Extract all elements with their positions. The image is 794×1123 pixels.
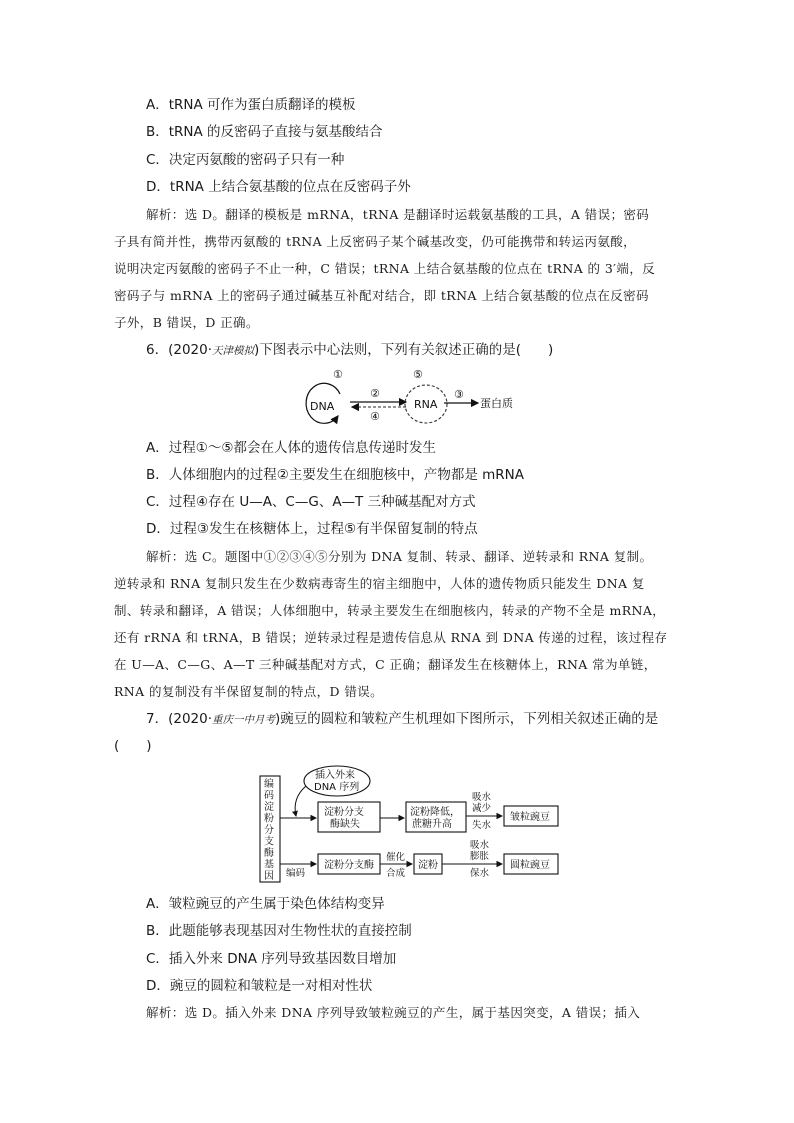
q7-stem-text: )豌豆的圆粒和皱粒产生机理如下图所示，下列相关叙述正确的是 (275, 711, 659, 727)
svg-text:支: 支 (264, 836, 274, 848)
q5-option-d: D．tRNA 上结合氨基酸的位点在反密码子外 (146, 179, 411, 195)
q6-explanation-line: 逆转录和 RNA 复制只发生在少数病毒寄生的宿主细胞中，人体的遗传物质只能发生 DNA 复 (114, 576, 645, 591)
absorb-less-2: 减少 (472, 803, 492, 814)
q6-stem-text: )下图表示中心法则，下列有关叙述正确的是( ) (254, 342, 554, 358)
keep-water-label: 保水 (470, 868, 490, 879)
q6-explanation-line: RNA 的复制没有半保留复制的特点，D 错误。 (114, 684, 384, 699)
q5-explanation-line: 子外，B 错误，D 正确。 (114, 315, 259, 330)
svg-text:酶: 酶 (264, 848, 274, 859)
process-5-label: ⑤ (413, 368, 423, 381)
q5-explanation-line: 解析：选 D。翻译的模板是 mRNA，tRNA 是翻译时运载氨基酸的工具，A 错误；密码 (146, 207, 650, 222)
enzyme-lacking-2: 酶缺失 (330, 819, 360, 830)
q7-stem-blank: ( ) (114, 738, 152, 754)
q6-option-b: B．人体细胞内的过程②主要发生在细胞核中，产物都是 mRNA (146, 467, 525, 483)
starch-label: 淀粉 (418, 860, 438, 871)
q6-source: 天津模拟 (212, 345, 255, 357)
q5-explanation-line: 密码子与 mRNA 上的密码子通过碱基互补配对结合，即 tRNA 上结合氨基酸的位点在反密码 (114, 288, 649, 303)
q7-source: 重庆一中月考 (212, 714, 276, 726)
insert-arrow (295, 786, 306, 816)
gene-label (264, 777, 274, 882)
absorb-swell-1: 吸水 (470, 840, 490, 851)
round-pea-label: 圆粒豌豆 (510, 860, 550, 871)
q6-explanation-line: 在 U—A、C—G、A—T 三种碱基配对方式，C 正确；翻译发生在核糖体上，RNA 常为单链， (114, 657, 657, 672)
q6-option-d: D．过程③发生在核糖体上，过程⑤有半保留复制的特点 (146, 521, 478, 537)
sugar-label-2: 蔗糖升高 (412, 819, 452, 830)
enzyme-lacking-1: 淀粉分支 (324, 807, 364, 818)
catalyze-label: 催化 (386, 852, 406, 863)
svg-text:基: 基 (264, 859, 274, 871)
q7-option-c: C．插入外来 DNA 序列导致基因数目增加 (146, 951, 397, 967)
insert-label-1: 插入外来 (315, 770, 355, 781)
lose-water-label: 失水 (472, 820, 492, 831)
encode-label: 编码 (286, 868, 306, 879)
process-1-label: ① (333, 368, 343, 381)
q7-option-b: B．此题能够表现基因对生物性状的直接控制 (146, 923, 412, 939)
dna-label: DNA (310, 400, 335, 413)
svg-text:粉: 粉 (264, 813, 274, 825)
svg-text:编: 编 (264, 779, 274, 790)
svg-text:码: 码 (264, 790, 274, 802)
rna-label: RNA (414, 398, 438, 411)
q5-option-b: B．tRNA 的反密码子直接与氨基酸结合 (146, 124, 383, 140)
process-4-label: ④ (370, 410, 380, 423)
q5-explanation-line: 说明决定丙氨酸的密码子不止一种，C 错误；tRNA 上结合氨基酸的位点在 tRNA 的 3′端，反 (114, 261, 656, 276)
q7-option-a: A．皱粒豌豆的产生属于染色体结构变异 (146, 896, 385, 912)
q6-number: 6．(2020· (146, 342, 213, 358)
q5-explanation-line: 子具有简并性，携带丙氨酸的 tRNA 上反密码子某个碱基改变，仍可能携带和转运丙氨酸， (114, 234, 637, 249)
protein-label: 蛋白质 (480, 397, 513, 410)
q6-explanation-line: 解析：选 C。题图中①②③④⑤分别为 DNA 复制、转录、翻译、逆转录和 RNA 复制。 (146, 549, 653, 564)
sugar-label-1: 淀粉降低， (410, 807, 460, 818)
enzyme-label: 淀粉分支酶 (324, 860, 374, 871)
q5-option-c: C．决定丙氨酸的密码子只有一种 (146, 152, 345, 168)
pea-mechanism-diagram (258, 764, 568, 886)
absorb-less-1: 吸水 (472, 792, 492, 803)
q7-stem (146, 709, 716, 730)
process-2-label: ② (370, 387, 380, 400)
q7-option-d: D．豌豆的圆粒和皱粒是一对相对性状 (146, 978, 373, 994)
q6-explanation-line: 制、转录和翻译，A 错误；人体细胞中，转录主要发生在细胞核内，转录的产物不全是 mRNA， (114, 603, 666, 618)
process-3-label: ③ (454, 388, 464, 401)
q7-number: 7．(2020· (146, 711, 213, 727)
q5-option-a: A．tRNA 可作为蛋白质翻译的模板 (146, 97, 356, 113)
svg-text:因: 因 (264, 871, 274, 882)
synthesize-label: 合成 (386, 868, 406, 879)
absorb-swell-2: 膨胀 (470, 851, 490, 862)
q7-explanation-line: 解析：选 D。插入外来 DNA 序列导致皱粒豌豆的产生，属于基因突变，A 错误；插入 (146, 1005, 641, 1020)
wrinkled-pea-label: 皱粒豌豆 (510, 812, 550, 823)
central-dogma-diagram (300, 364, 540, 428)
svg-text:分: 分 (264, 825, 274, 836)
q6-option-c: C．过程④存在 U—A、C—G、A—T 三种碱基配对方式 (146, 494, 476, 510)
q6-option-a: A．过程①～⑤都会在人体的遗传信息传递时发生 (146, 440, 436, 456)
svg-text:淀: 淀 (264, 802, 274, 813)
insert-label-2: DNA 序列 (314, 782, 360, 793)
q6-explanation-line: 还有 rRNA 和 tRNA，B 错误；逆转录过程是遗传信息从 RNA 到 DNA 传递的过程，该过程存 (114, 630, 668, 645)
q6-stem (146, 340, 716, 361)
